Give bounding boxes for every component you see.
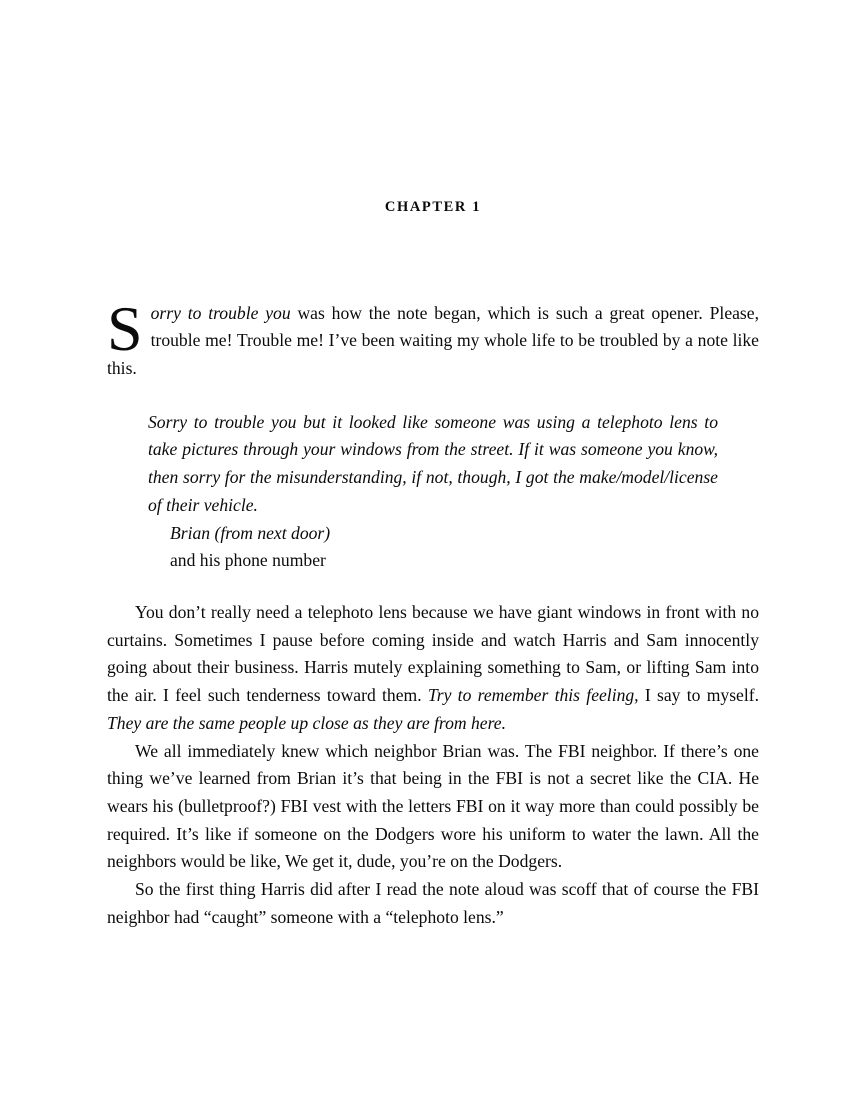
opening-rest: was how the note began, which is such a great opener. Please, trouble me! Trouble me! I’ve been waiting my whole life to be troubled by a note like this. [107, 302, 759, 379]
note-signature-sub: and his phone number [170, 550, 326, 571]
paragraph-windows-italic2: They are the same people up close as they are from here. [107, 712, 507, 733]
text-block [107, 0, 759, 931]
opening-paragraph [107, 292, 759, 383]
note-blockquote [148, 409, 718, 575]
paragraph-windows [107, 599, 759, 738]
paragraph-fbi-neighbor: We all immediately knew which neighbor Brian was. The FBI neighbor. If there’s one thing we’ve learned from Brian it’s that being in the FBI is not a secret like the CIA. He wears his (bulletproof?) FBI vest with the letters FBI on it way more than could possibly be required. It’s like if someone on the Dodgers wore his uniform to water the lawn. All the neighbors would be like, We get it, dude, you’re on the Dodgers. [107, 740, 759, 872]
note-body: Sorry to trouble you but it looked like someone was using a telephoto lens to take pictures through your windows from the street. If it was someone you know, then sorry for the misunderstanding, if not, though, I got the make/model/license of their vehicle. [148, 411, 718, 515]
paragraph-harris-scoff: So the first thing Harris did after I read the note aloud was scoff that of course the FBI neighbor had “caught” someone with a “telephoto lens.” [107, 879, 759, 927]
opening-lead-italic: orry to trouble you [150, 302, 291, 323]
drop-cap: S [107, 292, 143, 364]
chapter-heading: CHAPTER 1 [384, 199, 482, 215]
paragraph-windows-part2: I say to myself. [638, 685, 760, 706]
note-signature: Brian (from next door) [170, 522, 331, 543]
paragraph-windows-italic1: Try to remember this feeling, [427, 685, 639, 706]
paragraph-windows-part1: You don’t really need a telephoto lens because we have giant windows in front with no curtains. Sometimes I pause before coming inside and watch Harris and Sam innocently going about their business. Harris mutely explaining something to Sam, or lifting Sam into the air. I feel such tenderness toward them. [107, 602, 759, 706]
